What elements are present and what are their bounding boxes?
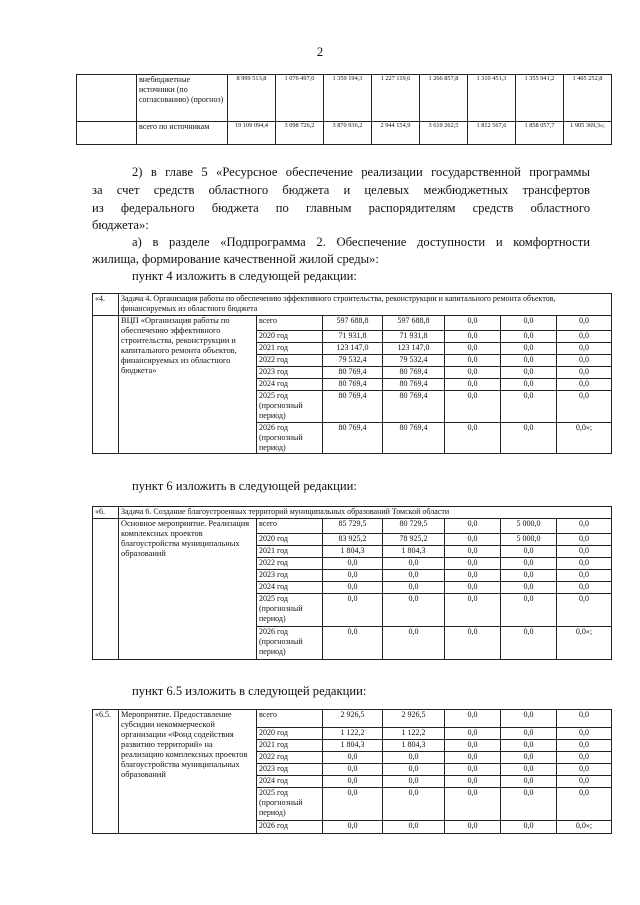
year-label: 2021 год (257, 740, 323, 752)
table-cell: 0,0 (445, 558, 501, 570)
table-cell: 0,0 (557, 764, 612, 776)
table-cell: 5 000,0 (501, 534, 557, 546)
table-cell: 0,0 (501, 379, 557, 391)
page-number: 2 (316, 44, 324, 59)
table-cell: 2 926,5 (383, 710, 445, 728)
table-cell: 1 804,3 (323, 546, 383, 558)
year-label: 2020 год (257, 331, 323, 343)
year-label: 2026 год (прогнозный период) (257, 627, 323, 660)
table-cell: 0,0 (445, 728, 501, 740)
table-cell: 1 122,2 (383, 728, 445, 740)
table-cell: 0,0 (445, 752, 501, 764)
table-cell: 0,0 (557, 534, 612, 546)
table-cell: 0,0 (501, 570, 557, 582)
table-cell: 0,0 (445, 355, 501, 367)
table-cell: 0,0 (445, 788, 501, 821)
table-cell: 0,0 (557, 355, 612, 367)
table-cell: 3 870 936,2 (324, 122, 372, 145)
table-cell: 0,0 (501, 423, 557, 454)
table-cell: 0,0 (501, 331, 557, 343)
table-cell: 0,0 (557, 343, 612, 355)
table-cell: 2 926,5 (323, 710, 383, 728)
table-cell: 0,0 (501, 558, 557, 570)
year-label: 2021 год (257, 343, 323, 355)
year-label: 2025 год (прогнозный период) (257, 391, 323, 423)
table-cell: 0,0»; (557, 423, 612, 454)
table-cell: 8 999 513,8 (228, 75, 276, 122)
year-label: 2020 год (257, 534, 323, 546)
table-cell: 0,0 (557, 391, 612, 423)
table-cell: 80 769,4 (323, 379, 383, 391)
table-cell: 0,0 (501, 821, 557, 834)
table-cell: 3 098 726,2 (276, 122, 324, 145)
table-cell: 0,0 (445, 582, 501, 594)
table-cell: 597 688,8 (323, 316, 383, 331)
table-cell: 0,0 (445, 776, 501, 788)
task-title: Задача 6. Создание благоустроенных территорий муниципальных образований Томской области (119, 507, 612, 519)
table-cell: 0,0 (323, 752, 383, 764)
year-label: всего (257, 710, 323, 728)
paragraph-line: жилища, формирование качественной жилой среды»: (92, 252, 379, 266)
table-cell: 80 769,4 (383, 391, 445, 423)
task-title: Задача 4. Организация работы по обеспечению эффективного строительства, реконструкции и капитального ремонта объектов, финансируемых из областного бюджета (119, 294, 612, 316)
year-label: 2023 год (257, 367, 323, 379)
table-cell: 0,0 (383, 821, 445, 834)
table-cell: 0,0 (383, 752, 445, 764)
table-cell: 0,0 (445, 343, 501, 355)
year-label: 2023 год (257, 570, 323, 582)
activity-name: Мероприятие. Предоставление субсидии некоммерческой организации «Фонд содействия развитию территорий» на реализацию комплексных проектов благоустройства муниципальных образований (119, 710, 257, 834)
table-cell: 0,0 (557, 558, 612, 570)
table-cell: 0,0 (557, 740, 612, 752)
table-cell: 0,0 (501, 343, 557, 355)
item-number: «6. (93, 507, 119, 519)
paragraph-line: 2) в главе 5 «Ресурсное обеспечение реализации государственной программы (132, 165, 590, 179)
table-cell: 0,0 (501, 391, 557, 423)
table-cell: 0,0 (445, 391, 501, 423)
table-cell: 0,0 (383, 582, 445, 594)
table-cell: 0,0 (445, 519, 501, 534)
table-cell (77, 75, 137, 122)
table-cell: 80 729,5 (383, 519, 445, 534)
row-label: всего по источникам (137, 122, 228, 145)
paragraph-line: пункт 6.5 изложить в следующей редакции: (132, 684, 367, 698)
table-cell: 0,0 (557, 788, 612, 821)
table-cell: 0,0 (501, 710, 557, 728)
table-cell: 0,0 (323, 582, 383, 594)
table-cell (93, 316, 119, 454)
paragraph-line: за счет средств областного бюджета и целевых межбюджетных трансфертов (92, 183, 590, 197)
table-cell: 0,0 (445, 379, 501, 391)
table-cell: 0,0 (445, 546, 501, 558)
table-cell: 0,0 (501, 740, 557, 752)
table-cell: 0,0 (501, 316, 557, 331)
table-cell: 0,0 (323, 764, 383, 776)
year-label: всего (257, 519, 323, 534)
table-cell: 0,0 (557, 546, 612, 558)
table-cell: 1 076 497,0 (276, 75, 324, 122)
table-cell: 79 532,4 (383, 355, 445, 367)
table-cell: 123 147,0 (323, 343, 383, 355)
table-cell: 0,0 (445, 710, 501, 728)
table-cell: 0,0 (323, 558, 383, 570)
table-cell: 0,0 (501, 728, 557, 740)
table-cell: 0,0 (323, 594, 383, 627)
table-cell: 0,0 (445, 423, 501, 454)
table-cell: 5 000,0 (501, 519, 557, 534)
table-cell: 19 109 094,4 (228, 122, 276, 145)
year-label: 2022 год (257, 558, 323, 570)
table-cell: 0,0 (557, 728, 612, 740)
table-cell: 0,0 (445, 534, 501, 546)
table-cell: 1 804,3 (383, 546, 445, 558)
table-cell: 0,0 (501, 776, 557, 788)
table-cell: 79 532,4 (323, 355, 383, 367)
table-cell: 0,0 (323, 776, 383, 788)
table-cell: 1 227 119,6 (372, 75, 420, 122)
year-label: 2023 год (257, 764, 323, 776)
table-cell: 0,0 (557, 582, 612, 594)
table-cell: 1 812 567,6 (468, 122, 516, 145)
top-budget-table (76, 74, 612, 145)
year-label: всего (257, 316, 323, 331)
row-label: внебюджетные источники (по согласованию) (прогноз) (137, 75, 228, 122)
year-label: 2024 год (257, 776, 323, 788)
table-cell: 3 619 262,5 (420, 122, 468, 145)
table-cell: 1 310 451,3 (468, 75, 516, 122)
table-cell: 0,0 (445, 316, 501, 331)
year-label: 2025 год (прогнозный период) (257, 594, 323, 627)
table-cell: 0,0 (445, 740, 501, 752)
table-cell: 0,0 (501, 627, 557, 660)
activity-name: Основное мероприятие. Реализация комплексных проектов благоустройства муниципальных образований (119, 519, 257, 660)
year-label: 2020 год (257, 728, 323, 740)
table-cell: 0,0 (445, 331, 501, 343)
paragraph-line: бюджета»: (92, 218, 149, 232)
table-cell: 0,0 (383, 627, 445, 660)
table-cell: 0,0 (501, 582, 557, 594)
table-cell: 0,0 (501, 546, 557, 558)
table-cell: 71 931,8 (383, 331, 445, 343)
table-cell: 0,0 (557, 316, 612, 331)
item-6-table (92, 506, 612, 660)
table-cell: 80 769,4 (323, 423, 383, 454)
year-label: 2026 год (257, 821, 323, 834)
table-cell: 0,0 (557, 367, 612, 379)
table-cell: 0,0 (501, 594, 557, 627)
year-label: 2022 год (257, 752, 323, 764)
table-cell: 1 405 252,8 (564, 75, 612, 122)
item-number: «6.5. (93, 710, 119, 834)
year-label: 2022 год (257, 355, 323, 367)
table-cell: 71 931,8 (323, 331, 383, 343)
table-cell: 80 769,4 (383, 379, 445, 391)
table-cell: 0,0 (445, 570, 501, 582)
table-cell: 0,0 (501, 764, 557, 776)
table-cell: 0,0 (383, 764, 445, 776)
year-label: 2024 год (257, 379, 323, 391)
table-cell: 1 858 057,7 (516, 122, 564, 145)
year-label: 2024 год (257, 582, 323, 594)
table-cell: 0,0 (323, 570, 383, 582)
paragraph-line: из федерального бюджета по главным распорядителям средств областного (92, 201, 590, 215)
table-cell: 0,0 (501, 355, 557, 367)
table-cell: 0,0 (501, 367, 557, 379)
table-cell (77, 122, 137, 145)
item-4-table (92, 293, 612, 454)
table-cell (93, 519, 119, 660)
year-label: 2025 год (прогнозный период) (257, 788, 323, 821)
table-cell: 0,0 (501, 788, 557, 821)
table-cell: 0,0 (557, 594, 612, 627)
item-number: «4. (93, 294, 119, 316)
table-cell: 0,0 (445, 821, 501, 834)
table-cell: 0,0 (557, 331, 612, 343)
table-cell: 0,0 (383, 594, 445, 627)
table-cell: 0,0 (323, 627, 383, 660)
paragraph-line: пункт 4 изложить в следующей редакции: (132, 269, 357, 283)
table-cell: 0,0 (557, 752, 612, 764)
table-cell: 1 122,2 (323, 728, 383, 740)
table-cell: 1 804,3 (383, 740, 445, 752)
table-cell: 78 925,2 (383, 534, 445, 546)
table-cell: 123 147,0 (383, 343, 445, 355)
table-cell: 0,0 (557, 570, 612, 582)
table-cell: 0,0 (383, 788, 445, 821)
table-cell: 80 769,4 (383, 423, 445, 454)
table-cell: 1 359 194,3 (324, 75, 372, 122)
table-cell: 0,0 (445, 594, 501, 627)
table-cell: 0,0 (383, 570, 445, 582)
table-cell: 1 355 941,2 (516, 75, 564, 122)
table-cell: 0,0 (557, 710, 612, 728)
table-cell: 0,0 (557, 379, 612, 391)
table-cell: 0,0 (323, 821, 383, 834)
table-cell: 0,0 (323, 788, 383, 821)
table-cell: 1 804,3 (323, 740, 383, 752)
year-label: 2026 год (прогнозный период) (257, 423, 323, 454)
table-cell: 0,0 (557, 519, 612, 534)
paragraph-line: пункт 6 изложить в следующей редакции: (132, 479, 357, 493)
table-cell: 0,0 (557, 776, 612, 788)
table-cell: 0,0 (445, 627, 501, 660)
table-cell: 0,0»; (557, 627, 612, 660)
table-cell: 0,0 (445, 367, 501, 379)
year-label: 2021 год (257, 546, 323, 558)
activity-name: ВЦП «Организация работы по обеспечению эффективного строительства, реконструкции и капитального ремонта объектов, финансируемых из областного бюджета» (119, 316, 257, 454)
table-cell: 1 905 369,3»; (564, 122, 612, 145)
table-cell: 83 925,2 (323, 534, 383, 546)
table-cell: 1 266 857,8 (420, 75, 468, 122)
table-cell: 0,0 (445, 764, 501, 776)
table-cell: 80 769,4 (323, 367, 383, 379)
table-cell: 80 769,4 (323, 391, 383, 423)
table-cell: 80 769,4 (383, 367, 445, 379)
table-cell: 597 688,8 (383, 316, 445, 331)
table-cell: 85 729,5 (323, 519, 383, 534)
table-cell: 2 944 154,9 (372, 122, 420, 145)
item-6-5-table (92, 709, 612, 834)
table-cell: 0,0 (383, 558, 445, 570)
paragraph-line: а) в разделе «Подпрограмма 2. Обеспечение доступности и комфортности (132, 235, 590, 249)
table-cell: 0,0 (501, 752, 557, 764)
table-cell: 0,0 (383, 776, 445, 788)
table-cell: 0,0»; (557, 821, 612, 834)
